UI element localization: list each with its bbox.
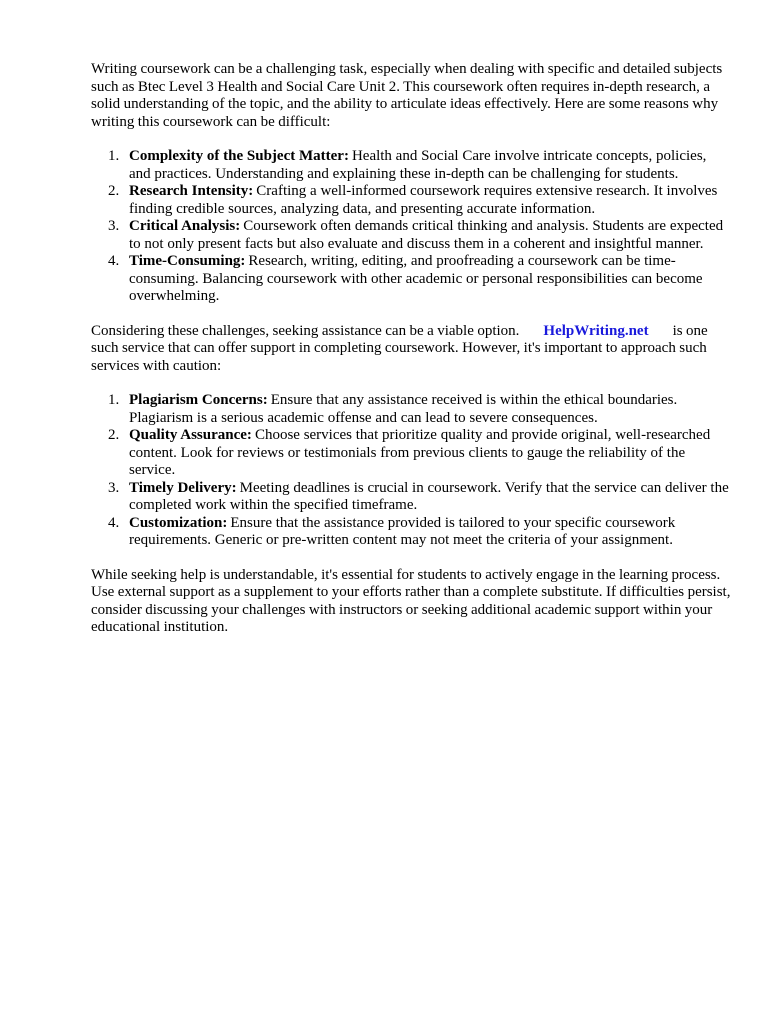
item-term: Critical Analysis: — [129, 218, 241, 234]
list-item — [91, 218, 731, 253]
document-page — [91, 61, 731, 654]
list-item — [91, 427, 731, 480]
considering-text-before: Considering these challenges, seeking assistance can be a viable option. — [91, 322, 520, 339]
item-text: Meeting deadlines is crucial in coursework. Verify that the service can deliver the completed work within the specified timeframe. — [129, 479, 729, 513]
item-number: 3. — [108, 479, 120, 496]
list-item — [91, 392, 731, 427]
considering-text-after: is one such service that can offer support in completing coursework. However, it's important to approach such services with caution: — [91, 322, 708, 374]
item-term: Time-Consuming: — [129, 253, 246, 269]
list-item — [91, 480, 731, 515]
item-text: Coursework often demands critical thinking and analysis. Students are expected to not only present facts but also evaluate and discuss them in a coherent and insightful manner. — [129, 218, 724, 252]
item-text: Choose services that prioritize quality and provide original, well-researched content. Look for reviews or testimonials from previous clients to gauge the reliability of the service. — [129, 427, 711, 478]
item-number: 4. — [108, 514, 120, 531]
item-number: 1. — [108, 148, 120, 164]
conclusion-paragraph: While seeking help is understandable, it's essential for students to actively engage in the learning process. Use external support as a supplement to your efforts rather than a complete substitute. If difficulties persist, consider discussing your challenges with instructors or seeking additional academic support within your educational institution. — [91, 566, 731, 635]
item-text: Research, writing, editing, and proofreading a coursework can be time-consuming. Balancing coursework with other academic or personal responsibilities can become overwhelming. — [129, 253, 703, 304]
item-text: Ensure that the assistance provided is tailored to your specific coursework requirements. Generic or pre-written content may not meet the criteria of your assignment. — [129, 514, 676, 548]
item-text: Crafting a well-informed coursework requires extensive research. It involves finding credible sources, analyzing data, and presenting accurate information. — [129, 183, 718, 217]
item-text: Ensure that any assistance received is within the ethical boundaries. Plagiarism is a serious academic offense and can lead to severe consequences. — [129, 392, 678, 426]
item-number: 3. — [108, 218, 120, 234]
item-number: 1. — [108, 392, 120, 408]
item-number: 2. — [108, 183, 120, 199]
reasons-list — [91, 148, 731, 306]
item-term: Complexity of the Subject Matter: — [129, 148, 349, 164]
list-item — [91, 515, 731, 550]
helpwriting-link[interactable]: HelpWriting.net — [543, 322, 649, 339]
item-term: Customization: — [129, 514, 228, 531]
intro-paragraph: Writing coursework can be a challenging task, especially when dealing with specific and detailed subjects such as Btec Level 3 Health and Social Care Unit 2. This coursework often requires in-depth research, a solid understanding of the topic, and the ability to articulate ideas effectively. Here are some reasons why writing this coursework can be difficult: — [91, 61, 723, 130]
considering-paragraph — [91, 323, 731, 376]
item-term: Plagiarism Concerns: — [129, 392, 268, 408]
item-term: Quality Assurance: — [129, 427, 252, 443]
list-item — [91, 253, 731, 306]
item-number: 2. — [108, 427, 120, 443]
item-term: Research Intensity: — [129, 183, 254, 199]
list-item — [91, 148, 731, 183]
list-item — [91, 183, 731, 218]
cautions-list — [91, 392, 731, 550]
item-text: Health and Social Care involve intricate concepts, policies, and practices. Understanding and explaining these in-depth can be challenging for students. — [129, 148, 707, 182]
item-number: 4. — [108, 253, 120, 269]
item-term: Timely Delivery: — [129, 479, 237, 496]
